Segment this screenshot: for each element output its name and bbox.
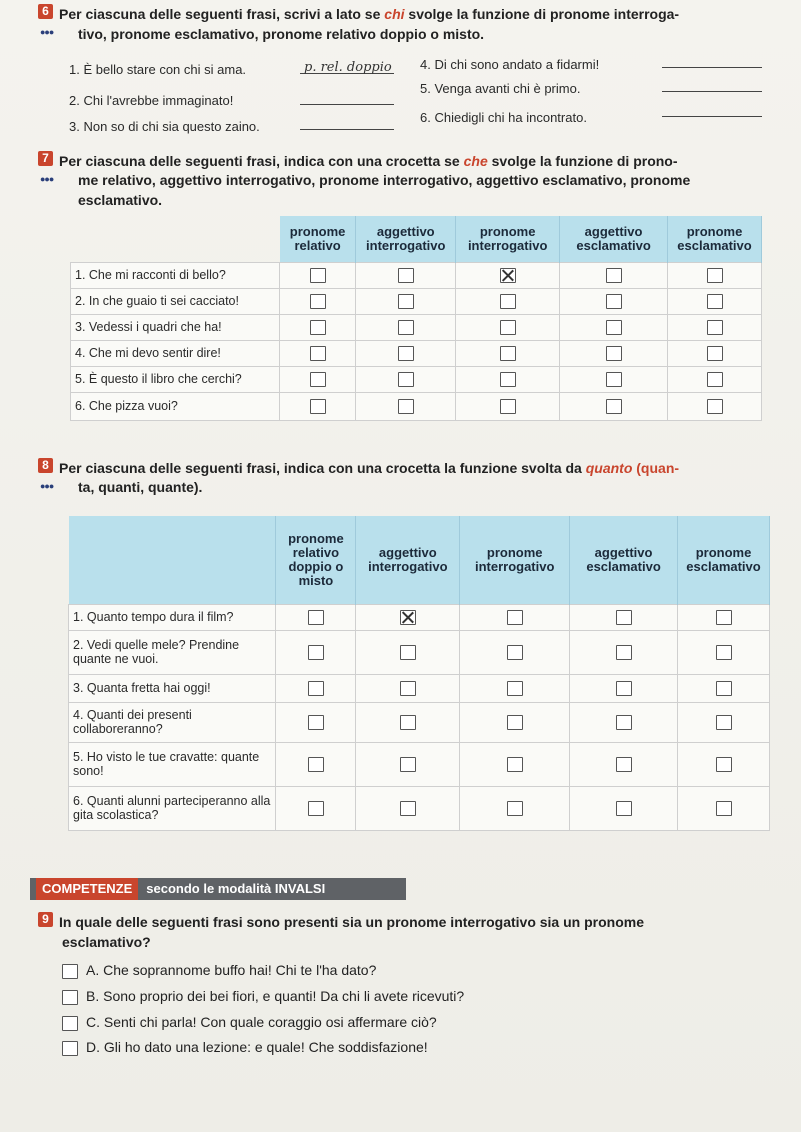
ex9-option-d[interactable]: D. Gli ho dato una lezione: e quale! Che soddisfazione! [62, 1039, 428, 1056]
checkbox[interactable] [616, 801, 632, 816]
checkbox[interactable] [616, 715, 632, 730]
checkbox[interactable] [62, 964, 78, 979]
checkbox[interactable] [707, 399, 723, 414]
checkbox[interactable] [716, 645, 732, 660]
ex7-table [70, 216, 762, 421]
checkbox[interactable] [707, 346, 723, 361]
checkbox-cell [276, 786, 356, 830]
checkbox[interactable] [606, 320, 622, 335]
checkbox[interactable] [500, 294, 516, 309]
table-row [69, 674, 770, 702]
checkbox-cell [356, 630, 460, 674]
table-row [71, 366, 762, 392]
checkbox-cell [668, 262, 762, 288]
checkbox[interactable] [500, 320, 516, 335]
ex9-option-b[interactable]: B. Sono proprio dei bei fiori, e quanti! Da chi li avete ricevuti? [62, 988, 464, 1005]
difficulty-dots: ●●● [40, 27, 54, 37]
table-row [69, 702, 770, 742]
checkbox-cell [460, 742, 570, 786]
checkbox[interactable] [606, 294, 622, 309]
ex7-header: pronome esclamativo [668, 216, 762, 262]
question-text: 2. Vedi quelle mele? Prendine quante ne vuoi. [69, 630, 276, 674]
checkbox-cell [570, 674, 678, 702]
checkbox-cell [356, 288, 456, 314]
ex9-option-a[interactable]: A. Che soprannome buffo hai! Chi te l'ha dato? [62, 962, 376, 979]
checkbox-cell [280, 314, 356, 340]
checkbox-cell [560, 340, 668, 366]
checkbox[interactable] [606, 268, 622, 283]
checkbox[interactable] [716, 757, 732, 772]
checkbox[interactable] [616, 681, 632, 696]
checkbox[interactable] [707, 268, 723, 283]
checkbox[interactable] [507, 757, 523, 772]
checkbox-cell [460, 702, 570, 742]
checkbox-cell [460, 630, 570, 674]
checked-checkbox[interactable] [400, 610, 416, 625]
checkbox[interactable] [62, 1016, 78, 1031]
ex6-answer-line-5[interactable] [662, 77, 762, 92]
checkbox[interactable] [507, 715, 523, 730]
checkbox[interactable] [398, 346, 414, 361]
checkbox[interactable] [716, 801, 732, 816]
checkbox-cell [356, 742, 460, 786]
ex8-header: pronome relativo doppio o misto [276, 516, 356, 604]
ex6-sentence-3: 3. Non so di chi sia questo zaino. [69, 119, 260, 134]
checkbox-cell [456, 366, 560, 392]
checkbox[interactable] [507, 681, 523, 696]
ex6-answer-line-4[interactable] [662, 53, 762, 68]
competenze-text: secondo le modalità INVALSI [146, 881, 326, 896]
checkbox[interactable] [616, 610, 632, 625]
checkbox[interactable] [716, 681, 732, 696]
checkbox[interactable] [500, 346, 516, 361]
checkbox-cell [678, 630, 770, 674]
checkbox-cell [460, 786, 570, 830]
question-text: 3. Quanta fretta hai oggi! [69, 674, 276, 702]
checkbox-cell [678, 786, 770, 830]
checkbox-cell [668, 366, 762, 392]
ex7-header: aggettivo esclamativo [560, 216, 668, 262]
checkbox[interactable] [400, 757, 416, 772]
ex6-answer-line-6[interactable] [662, 102, 762, 117]
table-row [71, 340, 762, 366]
checkbox[interactable] [308, 645, 324, 660]
checkbox[interactable] [707, 294, 723, 309]
checkbox-cell [356, 604, 460, 630]
checkbox[interactable] [398, 320, 414, 335]
ex6-number: 6 [38, 4, 53, 19]
checkbox[interactable] [308, 610, 324, 625]
checkbox-cell [276, 674, 356, 702]
ex7-header: pronome interrogativo [456, 216, 560, 262]
checkbox-cell [560, 366, 668, 392]
checkbox-cell [356, 314, 456, 340]
difficulty-dots: ●●● [40, 481, 54, 491]
table-row [69, 742, 770, 786]
ex6-answer-1: p. rel. doppio [304, 60, 392, 75]
checkbox-cell [456, 288, 560, 314]
checkbox[interactable] [507, 645, 523, 660]
competenze-banner [30, 878, 406, 900]
checkbox[interactable] [398, 268, 414, 283]
checkbox[interactable] [398, 399, 414, 414]
checkbox[interactable] [310, 320, 326, 335]
checkbox[interactable] [62, 990, 78, 1005]
checkbox[interactable] [62, 1041, 78, 1056]
checkbox[interactable] [707, 320, 723, 335]
checkbox[interactable] [606, 372, 622, 387]
checkbox-cell [560, 314, 668, 340]
checkbox[interactable] [310, 346, 326, 361]
checkbox-cell [356, 392, 456, 420]
checkbox-cell [678, 674, 770, 702]
checkbox-cell [356, 262, 456, 288]
checkbox-cell [460, 604, 570, 630]
checkbox-cell [668, 314, 762, 340]
checkbox-cell [276, 604, 356, 630]
ex8-instruction-line2: ta, quanti, quante). [78, 479, 203, 495]
table-row [71, 262, 762, 288]
checkbox-cell [678, 604, 770, 630]
checkbox-cell [570, 702, 678, 742]
question-text: 4. Quanti dei presenti collaboreranno? [69, 702, 276, 742]
checkbox-cell [456, 392, 560, 420]
checkbox-cell [280, 262, 356, 288]
checkbox-cell [570, 630, 678, 674]
ex6-sentence-2: 2. Chi l'avrebbe immaginato! [69, 93, 234, 108]
checkbox-cell [276, 630, 356, 674]
question-text: 5. Ho visto le tue cravatte: quante sono! [69, 742, 276, 786]
question-text: 6. Che pizza vuoi? [71, 392, 280, 420]
ex7-instruction-line2: me relativo, aggettivo interrogativo, pronome interrogativo, aggettivo esclamativo, pronome [78, 172, 691, 188]
checkbox[interactable] [716, 610, 732, 625]
checkbox[interactable] [606, 399, 622, 414]
question-text: 6. Quanti alunni parteciperanno alla gita scolastica? [69, 786, 276, 830]
checkbox[interactable] [616, 757, 632, 772]
ex6-sentence-1: 1. È bello stare con chi si ama. [69, 62, 247, 77]
ex9-option-c[interactable]: C. Senti chi parla! Con quale coraggio osi affermare ciò? [62, 1014, 437, 1031]
checkbox-cell [456, 262, 560, 288]
ex8-instruction: 8 Per ciascuna delle seguenti frasi, indica con una crocetta la funzione svolta da quanto (quan- [38, 458, 798, 478]
table-row [69, 604, 770, 630]
difficulty-dots: ●●● [40, 174, 54, 184]
checkbox-cell [456, 314, 560, 340]
checkbox-cell [460, 674, 570, 702]
checkbox-cell [668, 340, 762, 366]
competenze-tag: COMPETENZE [36, 878, 138, 900]
table-row [71, 288, 762, 314]
checkbox[interactable] [310, 268, 326, 283]
ex7-number: 7 [38, 151, 53, 166]
checkbox-cell [668, 288, 762, 314]
checkbox-cell [560, 288, 668, 314]
checkbox-cell [560, 262, 668, 288]
checkbox[interactable] [606, 346, 622, 361]
checkbox[interactable] [507, 801, 523, 816]
checkbox-cell [280, 288, 356, 314]
checkbox[interactable] [616, 645, 632, 660]
ex8-table [68, 516, 770, 831]
checkbox-cell [356, 674, 460, 702]
ex6-instruction-line2: tivo, pronome esclamativo, pronome relativo doppio o misto. [78, 26, 485, 42]
checkbox[interactable] [308, 715, 324, 730]
ex6-answer-line-2[interactable] [300, 90, 394, 105]
table-row [69, 630, 770, 674]
checkbox[interactable] [400, 801, 416, 816]
table-row [69, 786, 770, 830]
checkbox[interactable] [500, 372, 516, 387]
ex8-header: pronome esclamativo [678, 516, 770, 604]
checkbox-cell [280, 366, 356, 392]
question-text: 5. È questo il libro che cerchi? [71, 366, 280, 392]
checkbox-cell [456, 340, 560, 366]
checkbox[interactable] [400, 681, 416, 696]
ex6-sentence-6: 6. Chiedigli chi ha incontrato. [420, 110, 587, 125]
checkbox[interactable] [398, 294, 414, 309]
checkbox[interactable] [308, 801, 324, 816]
checkbox-cell [280, 392, 356, 420]
checkbox[interactable] [400, 645, 416, 660]
checkbox[interactable] [507, 610, 523, 625]
checkbox-cell [280, 340, 356, 366]
question-text: 4. Che mi devo sentir dire! [71, 340, 280, 366]
ex8-header: pronome interrogativo [460, 516, 570, 604]
checkbox[interactable] [400, 715, 416, 730]
ex6-answer-line-3[interactable] [300, 115, 394, 130]
ex9-instruction-line2: esclamativo? [62, 934, 151, 950]
checkbox[interactable] [310, 294, 326, 309]
ex8-header: aggettivo esclamativo [570, 516, 678, 604]
ex9-instruction: 9 In quale delle seguenti frasi sono presenti sia un pronome interrogativo sia un pronome [38, 912, 798, 932]
table-row [71, 392, 762, 420]
ex9-number: 9 [38, 912, 53, 927]
checkbox-cell [356, 702, 460, 742]
checkbox[interactable] [707, 372, 723, 387]
ex7-header: aggettivo interrogativo [356, 216, 456, 262]
checkbox[interactable] [308, 757, 324, 772]
checkbox-cell [678, 702, 770, 742]
checkbox[interactable] [310, 399, 326, 414]
checkbox-cell [356, 366, 456, 392]
ex7-header: pronome relativo [280, 216, 356, 262]
checkbox-cell [668, 392, 762, 420]
checkbox[interactable] [500, 399, 516, 414]
checkbox[interactable] [310, 372, 326, 387]
checkbox-cell [570, 742, 678, 786]
ex6-sentence-5: 5. Venga avanti chi è primo. [420, 81, 581, 96]
question-text: 2. In che guaio ti sei cacciato! [71, 288, 280, 314]
question-text: 3. Vedessi i quadri che ha! [71, 314, 280, 340]
checkbox-cell [276, 742, 356, 786]
table-row [71, 314, 762, 340]
checked-checkbox[interactable] [500, 268, 516, 283]
question-text: 1. Quanto tempo dura il film? [69, 604, 276, 630]
checkbox-cell [276, 702, 356, 742]
checkbox-cell [570, 604, 678, 630]
checkbox[interactable] [308, 681, 324, 696]
checkbox-cell [570, 786, 678, 830]
ex6-instruction: 6 Per ciascuna delle seguenti frasi, scrivi a lato se chi svolge la funzione di pronome interroga- [38, 4, 798, 24]
question-text: 1. Che mi racconti di bello? [71, 262, 280, 288]
checkbox-cell [678, 742, 770, 786]
checkbox[interactable] [398, 372, 414, 387]
ex7-instruction: 7 Per ciascuna delle seguenti frasi, indica con una crocetta se che svolge la funzione di prono- [38, 151, 798, 171]
checkbox[interactable] [716, 715, 732, 730]
checkbox-cell [356, 340, 456, 366]
ex6-sentence-4: 4. Di chi sono andato a fidarmi! [420, 57, 600, 72]
ex8-header: aggettivo interrogativo [356, 516, 460, 604]
checkbox-cell [560, 392, 668, 420]
checkbox-cell [356, 786, 460, 830]
ex7-instruction-line3: esclamativo. [78, 192, 163, 208]
ex8-number: 8 [38, 458, 53, 473]
